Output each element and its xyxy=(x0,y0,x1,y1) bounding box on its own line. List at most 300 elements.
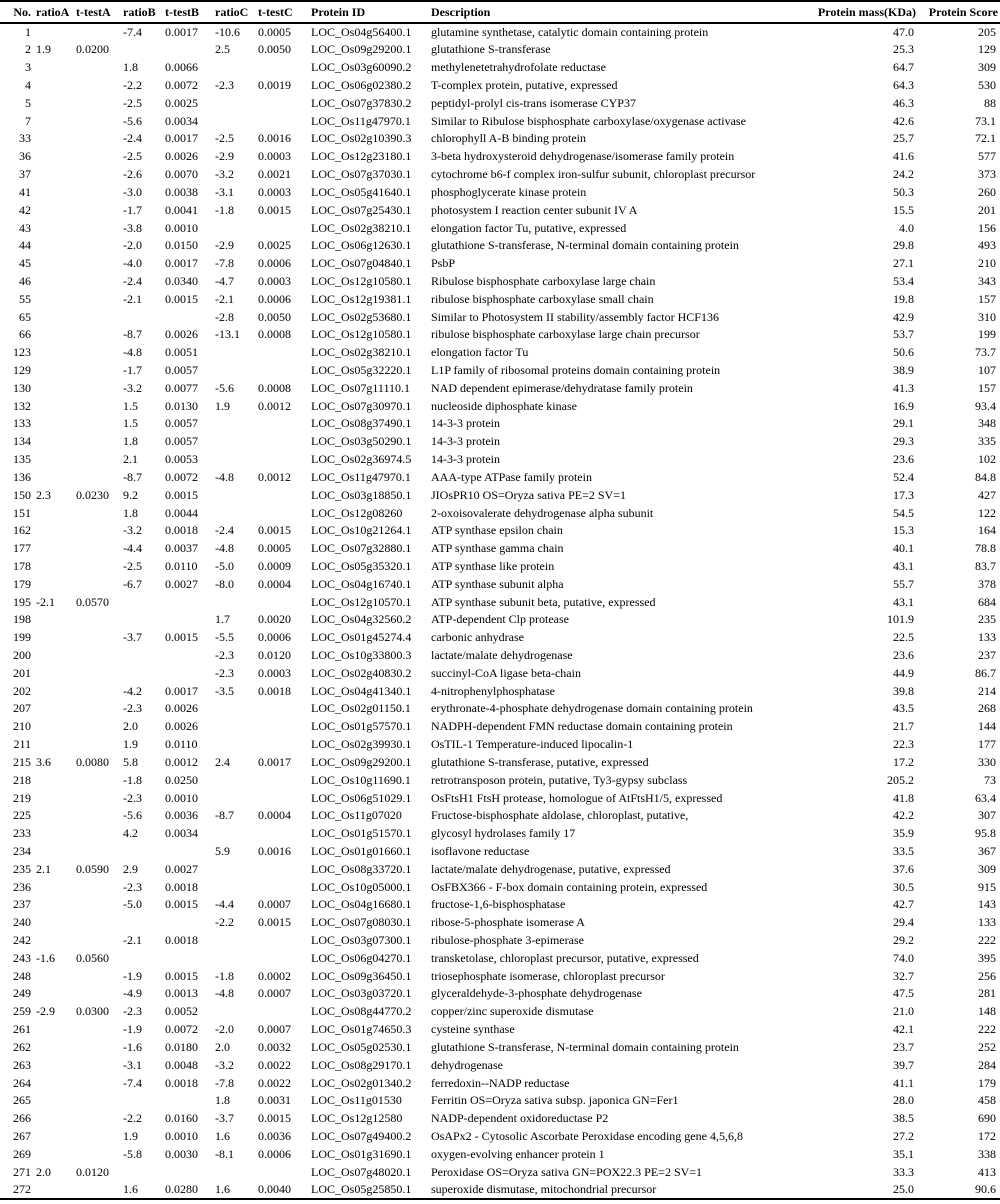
cell-ratio-a xyxy=(34,148,74,166)
cell-t-test-c xyxy=(256,504,309,522)
cell-ratio-c: 1.7 xyxy=(215,612,230,627)
cell-protein-id: LOC_Os10g21264.1 xyxy=(311,523,412,538)
cell-protein-mass: 64.7 xyxy=(893,60,914,75)
cell-t-test-a xyxy=(74,219,121,237)
cell-protein-mass: 25.0 xyxy=(800,1181,918,1199)
cell-ratio-b: 2.0 xyxy=(123,719,138,734)
cell-ratio-c xyxy=(213,825,256,843)
cell-description: phosphoglycerate kinase protein xyxy=(431,184,587,199)
cell-description: nucleoside diphosphate kinase xyxy=(431,398,577,413)
cell-protein-mass: 64.3 xyxy=(893,78,914,93)
cell-description: PsbP xyxy=(431,256,456,271)
cell-ratio-b xyxy=(121,949,163,967)
cell-protein-id: LOC_Os02g40830.2 xyxy=(311,665,412,680)
table-row xyxy=(0,326,1000,344)
cell-protein-mass: 35.1 xyxy=(893,1146,914,1161)
cell-protein-score: 458 xyxy=(978,1093,996,1108)
cell-protein-mass: 38.5 xyxy=(893,1111,914,1126)
cell-protein-mass: 17.3 xyxy=(893,487,914,502)
cell-t-test-c xyxy=(256,700,309,718)
cell-ratio-b: -2.5 xyxy=(123,95,142,110)
table-row xyxy=(0,754,1000,772)
table-row xyxy=(0,1145,1000,1163)
cell-protein-score: 577 xyxy=(978,149,996,164)
cell-t-test-b: 0.0150 xyxy=(165,238,198,253)
cell-ratio-b xyxy=(121,843,163,861)
header-t-test-a: t-testA xyxy=(74,1,121,23)
cell-protein-score: 86.7 xyxy=(975,665,996,680)
table-row xyxy=(0,825,1000,843)
cell-description: glutathione S-transferase xyxy=(431,42,551,57)
cell-protein-mass: 43.5 xyxy=(893,701,914,716)
cell-ratio-c: -7.8 xyxy=(215,1075,234,1090)
cell-t-test-b: 0.0036 xyxy=(165,808,198,823)
cell-ratio-b: -3.2 xyxy=(123,380,142,395)
cell-t-test-a xyxy=(74,148,121,166)
cell-ratio-b: -2.5 xyxy=(123,149,142,164)
cell-ratio-b: -3.1 xyxy=(123,1057,142,1072)
cell-ratio-c: -2.1 xyxy=(215,291,234,306)
cell-ratio-c xyxy=(213,112,256,130)
cell-t-test-a xyxy=(74,664,121,682)
cell-ratio-c: -2.3 xyxy=(215,665,234,680)
cell-ratio-b: -2.5 xyxy=(123,558,142,573)
cell-t-test-b xyxy=(163,1092,213,1110)
cell-t-test-b: 0.0057 xyxy=(165,434,198,449)
cell-t-test-c: 0.0007 xyxy=(258,897,291,912)
cell-protein-score: 73.7 xyxy=(975,345,996,360)
cell-protein-id: LOC_Os06g51029.1 xyxy=(311,790,412,805)
cell-ratio-b: -4.0 xyxy=(123,256,142,271)
cell-t-test-c: 0.0005 xyxy=(258,541,291,556)
cell-description: ribose-5-phosphate isomerase A xyxy=(431,915,585,930)
cell-protein-mass: 41.1 xyxy=(893,1075,914,1090)
cell-protein-id: LOC_Os03g07300.1 xyxy=(311,933,412,948)
cell-ratio-c: -3.7 xyxy=(215,1111,234,1126)
cell-protein-score: 164 xyxy=(978,523,996,538)
cell-ratio-a xyxy=(34,379,74,397)
cell-no: 259 xyxy=(13,1004,31,1019)
cell-t-test-a xyxy=(74,914,121,932)
cell-t-test-a xyxy=(74,59,121,77)
cell-t-test-c xyxy=(256,486,309,504)
cell-description: Similar to Ribulose bisphosphate carboxylase/oxygenase activase xyxy=(431,113,746,128)
cell-t-test-a xyxy=(74,166,121,184)
cell-t-test-b: 0.0015 xyxy=(165,487,198,502)
cell-ratio-c xyxy=(213,949,256,967)
cell-no: 151 xyxy=(13,505,31,520)
cell-no: 267 xyxy=(13,1128,31,1143)
cell-ratio-c xyxy=(213,504,256,522)
cell-ratio-a xyxy=(34,1039,74,1057)
cell-protein-mass: 22.3 xyxy=(893,737,914,752)
table-row xyxy=(0,433,1000,451)
cell-protein-id: LOC_Os12g10580.1 xyxy=(311,273,412,288)
cell-description: succinyl-CoA ligase beta-chain xyxy=(431,665,581,680)
cell-description: dehydrogenase xyxy=(431,1057,503,1072)
cell-description: NADP-dependent oxidoreductase P2 xyxy=(431,1111,609,1126)
cell-description: 14-3-3 protein xyxy=(431,416,500,431)
cell-t-test-b: 0.0027 xyxy=(165,861,198,876)
cell-t-test-c xyxy=(256,771,309,789)
cell-t-test-c: 0.0004 xyxy=(258,808,291,823)
cell-ratio-a xyxy=(34,1074,74,1092)
cell-protein-score: 237 xyxy=(978,648,996,663)
cell-t-test-a xyxy=(74,94,121,112)
cell-ratio-a xyxy=(34,504,74,522)
cell-t-test-a xyxy=(74,825,121,843)
cell-protein-id: LOC_Os04g56400.1 xyxy=(311,25,412,39)
cell-protein-id: LOC_Os08g37490.1 xyxy=(311,416,412,431)
cell-protein-score: 413 xyxy=(978,1164,996,1179)
cell-ratio-a xyxy=(34,273,74,291)
cell-t-test-a xyxy=(74,415,121,433)
cell-description: ATP-dependent Clp protease xyxy=(431,612,569,627)
cell-ratio-c: 1.8 xyxy=(215,1093,230,1108)
cell-t-test-b: 0.0130 xyxy=(165,398,198,413)
cell-t-test-c: 0.0009 xyxy=(258,558,291,573)
cell-protein-score: 156 xyxy=(978,220,996,235)
cell-description: superoxide dismutase, mitochondrial precursor xyxy=(429,1181,800,1199)
cell-t-test-c: 0.0004 xyxy=(258,576,291,591)
cell-no: 261 xyxy=(13,1022,31,1037)
cell-ratio-b: -3.8 xyxy=(123,220,142,235)
cell-t-test-c: 0.0015 xyxy=(258,1111,291,1126)
cell-protein-id: LOC_Os02g10390.3 xyxy=(311,131,412,146)
cell-description: Peroxidase OS=Oryza sativa GN=POX22.3 PE=2 SV=1 xyxy=(431,1164,703,1179)
cell-ratio-b xyxy=(121,41,163,59)
cell-ratio-a xyxy=(34,255,74,273)
cell-ratio-a: -1.6 xyxy=(36,950,55,965)
cell-no: 1 xyxy=(25,25,31,39)
cell-t-test-c: 0.0032 xyxy=(258,1039,291,1054)
cell-t-test-a xyxy=(74,77,121,95)
table-row xyxy=(0,486,1000,504)
cell-protein-score: 78.8 xyxy=(975,541,996,556)
cell-ratio-c xyxy=(213,932,256,950)
cell-description: JIOsPR10 OS=Oryza sativa PE=2 SV=1 xyxy=(431,487,626,502)
cell-ratio-c xyxy=(213,736,256,754)
cell-protein-id: LOC_Os06g12630.1 xyxy=(311,238,412,253)
cell-no: 7 xyxy=(25,113,31,128)
cell-description: ribulose bisphosphate carboxylase large chain precursor xyxy=(431,327,700,342)
table-row xyxy=(0,1074,1000,1092)
cell-t-test-a xyxy=(74,433,121,451)
table-row xyxy=(0,896,1000,914)
cell-protein-score: 335 xyxy=(978,434,996,449)
cell-no: 200 xyxy=(13,648,31,663)
cell-protein-score: 157 xyxy=(978,380,996,395)
cell-t-test-a xyxy=(74,255,121,273)
cell-protein-score: 210 xyxy=(978,256,996,271)
cell-no: 271 xyxy=(13,1164,31,1179)
cell-no: 46 xyxy=(19,273,31,288)
cell-protein-id: LOC_Os10g05000.1 xyxy=(311,879,412,894)
cell-t-test-c: 0.0003 xyxy=(258,149,291,164)
cell-t-test-c: 0.0022 xyxy=(258,1057,291,1072)
cell-no: 233 xyxy=(13,826,31,841)
cell-protein-id: LOC_Os01g57570.1 xyxy=(311,719,412,734)
cell-t-test-a xyxy=(74,362,121,380)
cell-description: erythronate-4-phosphate dehydrogenase domain containing protein xyxy=(431,701,753,716)
cell-ratio-b: -5.8 xyxy=(123,1146,142,1161)
table-row xyxy=(0,736,1000,754)
cell-ratio-c: -2.2 xyxy=(215,915,234,930)
cell-protein-mass: 50.3 xyxy=(893,184,914,199)
cell-t-test-c xyxy=(256,415,309,433)
cell-protein-mass: 29.2 xyxy=(893,933,914,948)
cell-protein-id: LOC_Os12g10580.1 xyxy=(311,327,412,342)
table-row xyxy=(0,219,1000,237)
cell-t-test-b xyxy=(163,843,213,861)
cell-protein-id: LOC_Os03g03720.1 xyxy=(311,986,412,1001)
cell-t-test-c: 0.0031 xyxy=(258,1093,291,1108)
cell-t-test-c xyxy=(256,451,309,469)
header-description: Description xyxy=(429,1,800,23)
cell-description: 3-beta hydroxysteroid dehydrogenase/isomerase family protein xyxy=(431,149,735,164)
cell-t-test-a: 0.0300 xyxy=(76,1004,109,1019)
cell-t-test-b: 0.0057 xyxy=(165,416,198,431)
cell-no: 234 xyxy=(13,843,31,858)
cell-protein-mass: 37.6 xyxy=(893,861,914,876)
cell-t-test-b: 0.0018 xyxy=(165,879,198,894)
cell-t-test-b: 0.0037 xyxy=(165,541,198,556)
header-t-test-b: t-testB xyxy=(163,1,213,23)
table-row xyxy=(0,985,1000,1003)
cell-ratio-a xyxy=(34,469,74,487)
cell-t-test-c xyxy=(256,593,309,611)
cell-protein-mass: 42.7 xyxy=(893,897,914,912)
table-row xyxy=(0,308,1000,326)
cell-protein-id: LOC_Os12g12580 xyxy=(311,1111,403,1126)
cell-t-test-b: 0.0072 xyxy=(165,469,198,484)
cell-protein-id: LOC_Os03g60090.2 xyxy=(311,60,412,75)
table-row xyxy=(0,1092,1000,1110)
header-protein-mass: Protein mass(KDa) xyxy=(800,1,918,23)
cell-description: L1P family of ribosomal proteins domain containing protein xyxy=(431,363,721,378)
cell-description: ATP synthase subunit beta, putative, expressed xyxy=(431,594,656,609)
cell-protein-mass: 22.5 xyxy=(893,630,914,645)
cell-t-test-a xyxy=(74,23,121,41)
cell-ratio-b: 1.6 xyxy=(121,1181,163,1199)
cell-no: 264 xyxy=(13,1075,31,1090)
cell-t-test-c: 0.0006 xyxy=(258,291,291,306)
cell-t-test-c xyxy=(256,1163,309,1181)
cell-ratio-c xyxy=(213,486,256,504)
cell-protein-score: 133 xyxy=(978,915,996,930)
cell-ratio-c: -1.8 xyxy=(215,968,234,983)
cell-t-test-a xyxy=(74,629,121,647)
cell-t-test-a: 0.0560 xyxy=(76,950,109,965)
cell-protein-id: LOC_Os10g33800.3 xyxy=(311,648,412,663)
cell-protein-score: 284 xyxy=(978,1057,996,1072)
cell-protein-id: LOC_Os02g01340.2 xyxy=(311,1075,412,1090)
cell-protein-id: LOC_Os06g04270.1 xyxy=(311,950,412,965)
cell-no: 207 xyxy=(13,701,31,716)
cell-t-test-a: 0.0570 xyxy=(76,594,109,609)
table-row xyxy=(0,540,1000,558)
cell-ratio-a xyxy=(34,540,74,558)
cell-description: T-complex protein, putative, expressed xyxy=(431,78,618,93)
cell-t-test-b: 0.0030 xyxy=(165,1146,198,1161)
cell-t-test-c: 0.0007 xyxy=(258,1022,291,1037)
cell-ratio-b: -5.6 xyxy=(123,808,142,823)
cell-ratio-c: -2.3 xyxy=(215,78,234,93)
cell-t-test-a xyxy=(74,540,121,558)
cell-ratio-b xyxy=(121,914,163,932)
cell-t-test-a xyxy=(74,1039,121,1057)
table-row xyxy=(0,1003,1000,1021)
cell-protein-id: LOC_Os09g36450.1 xyxy=(311,968,412,983)
cell-ratio-a: 1.9 xyxy=(36,42,51,57)
header-protein-score: Protein Score xyxy=(918,1,1000,23)
cell-description: ribulose-phosphate 3-epimerase xyxy=(431,933,584,948)
cell-protein-id: LOC_Os09g29200.1 xyxy=(311,754,412,769)
cell-no: 133 xyxy=(13,416,31,431)
cell-description: ferredoxin--NADP reductase xyxy=(431,1075,570,1090)
cell-description: AAA-type ATPase family protein xyxy=(431,469,592,484)
cell-no: 201 xyxy=(13,665,31,680)
cell-t-test-b: 0.0066 xyxy=(165,60,198,75)
cell-protein-id: LOC_Os05g02530.1 xyxy=(311,1039,412,1054)
cell-ratio-c: -2.8 xyxy=(215,309,234,324)
cell-ratio-c: -2.5 xyxy=(215,131,234,146)
cell-t-test-b xyxy=(163,647,213,665)
cell-ratio-b: -2.3 xyxy=(123,1004,142,1019)
cell-description: OsFBX366 - F-box domain containing protein, expressed xyxy=(431,879,708,894)
cell-t-test-b: 0.0048 xyxy=(165,1057,198,1072)
cell-ratio-c: -2.3 xyxy=(215,648,234,663)
cell-description: Ribulose bisphosphate carboxylase large chain xyxy=(431,273,656,288)
cell-t-test-b: 0.0110 xyxy=(165,558,198,573)
cell-protein-id: LOC_Os03g18850.1 xyxy=(311,487,412,502)
cell-protein-id: LOC_Os06g02380.2 xyxy=(311,78,412,93)
cell-ratio-c: -3.2 xyxy=(215,167,234,182)
cell-protein-mass: 42.2 xyxy=(893,808,914,823)
cell-ratio-b: 1.9 xyxy=(123,1128,138,1143)
table-row xyxy=(0,148,1000,166)
cell-protein-score: 260 xyxy=(978,184,996,199)
cell-t-test-a xyxy=(74,985,121,1003)
cell-protein-mass: 43.1 xyxy=(893,594,914,609)
cell-ratio-b: -3.0 xyxy=(123,184,142,199)
cell-protein-score: 179 xyxy=(978,1075,996,1090)
table-row xyxy=(0,130,1000,148)
cell-ratio-b: -2.2 xyxy=(123,1111,142,1126)
cell-no: 210 xyxy=(13,719,31,734)
cell-ratio-c: -3.2 xyxy=(215,1057,234,1072)
cell-ratio-a: -2.1 xyxy=(36,594,55,609)
cell-t-test-a xyxy=(74,130,121,148)
cell-t-test-c xyxy=(256,1003,309,1021)
cell-ratio-a xyxy=(34,77,74,95)
cell-t-test-b xyxy=(163,611,213,629)
cell-t-test-a: 0.0590 xyxy=(76,861,109,876)
cell-protein-id: LOC_Os05g32220.1 xyxy=(311,363,412,378)
cell-ratio-c xyxy=(213,59,256,77)
cell-protein-id: LOC_Os01g45274.4 xyxy=(311,630,412,645)
cell-ratio-c: -2.4 xyxy=(215,523,234,538)
cell-ratio-b: -2.3 xyxy=(123,790,142,805)
cell-protein-mass: 29.4 xyxy=(893,915,914,930)
cell-protein-score: 307 xyxy=(978,808,996,823)
cell-protein-score: 172 xyxy=(978,1128,996,1143)
cell-ratio-b: -2.6 xyxy=(123,167,142,182)
cell-protein-score: 915 xyxy=(978,879,996,894)
cell-ratio-a: 2.3 xyxy=(36,487,51,502)
table-row xyxy=(0,469,1000,487)
cell-description: photosystem I reaction center subunit IV A xyxy=(431,202,638,217)
cell-t-test-a xyxy=(74,700,121,718)
cell-t-test-b: 0.0027 xyxy=(165,576,198,591)
header-no: No. xyxy=(0,1,34,23)
cell-ratio-a xyxy=(34,433,74,451)
cell-description: elongation factor Tu xyxy=(431,345,529,360)
cell-description: NADPH-dependent FMN reductase domain containing protein xyxy=(431,719,733,734)
cell-ratio-c: 1.6 xyxy=(215,1128,230,1143)
cell-protein-id: LOC_Os12g10570.1 xyxy=(311,594,412,609)
cell-t-test-b: 0.0015 xyxy=(165,630,198,645)
table-row xyxy=(0,593,1000,611)
cell-t-test-b: 0.0015 xyxy=(165,968,198,983)
cell-protein-score: 222 xyxy=(978,933,996,948)
cell-no: 43 xyxy=(19,220,31,235)
cell-no: 242 xyxy=(13,933,31,948)
cell-protein-score: 90.6 xyxy=(918,1181,1000,1199)
cell-t-test-a xyxy=(74,290,121,308)
cell-t-test-c xyxy=(256,949,309,967)
cell-description: OsTIL-1 Temperature-induced lipocalin-1 xyxy=(431,737,634,752)
cell-t-test-c: 0.0006 xyxy=(258,256,291,271)
cell-protein-mass: 54.5 xyxy=(893,505,914,520)
cell-protein-id: LOC_Os01g51570.1 xyxy=(311,826,412,841)
cell-protein-mass: 19.8 xyxy=(893,291,914,306)
cell-t-test-c xyxy=(256,718,309,736)
cell-protein-id: LOC_Os07g37030.1 xyxy=(311,167,412,182)
cell-ratio-b: -1.7 xyxy=(123,202,142,217)
cell-description: glutathione S-transferase, N-terminal domain containing protein xyxy=(431,238,739,253)
cell-protein-id: LOC_Os05g25850.1 xyxy=(309,1181,429,1199)
cell-protein-score: 309 xyxy=(978,861,996,876)
cell-description: peptidyl-prolyl cis-trans isomerase CYP37 xyxy=(431,95,636,110)
cell-description: glutathione S-transferase, N-terminal domain containing protein xyxy=(431,1039,739,1054)
cell-protein-score: 222 xyxy=(978,1022,996,1037)
cell-description: triosephosphate isomerase, chloroplast precursor xyxy=(431,968,665,983)
cell-ratio-b: -5.0 xyxy=(123,897,142,912)
cell-t-test-a xyxy=(74,201,121,219)
cell-t-test-a xyxy=(74,932,121,950)
cell-no: 132 xyxy=(13,398,31,413)
cell-protein-mass: 38.9 xyxy=(893,363,914,378)
cell-t-test-b xyxy=(163,41,213,59)
table-row xyxy=(0,647,1000,665)
table-row xyxy=(0,1039,1000,1057)
cell-ratio-c: -10.6 xyxy=(215,25,240,39)
cell-description: 14-3-3 protein xyxy=(431,434,500,449)
cell-t-test-b: 0.0034 xyxy=(165,826,198,841)
cell-no: 237 xyxy=(13,897,31,912)
cell-ratio-a: 2.0 xyxy=(36,1164,51,1179)
cell-t-test-b xyxy=(163,593,213,611)
cell-no: 240 xyxy=(13,915,31,930)
cell-no: 243 xyxy=(13,950,31,965)
cell-description: glutathione S-transferase, putative, expressed xyxy=(431,754,649,769)
cell-t-test-c: 0.0015 xyxy=(258,523,291,538)
cell-no: 199 xyxy=(13,630,31,645)
cell-no: 266 xyxy=(13,1111,31,1126)
cell-no: 211 xyxy=(13,737,31,752)
table-row xyxy=(0,344,1000,362)
